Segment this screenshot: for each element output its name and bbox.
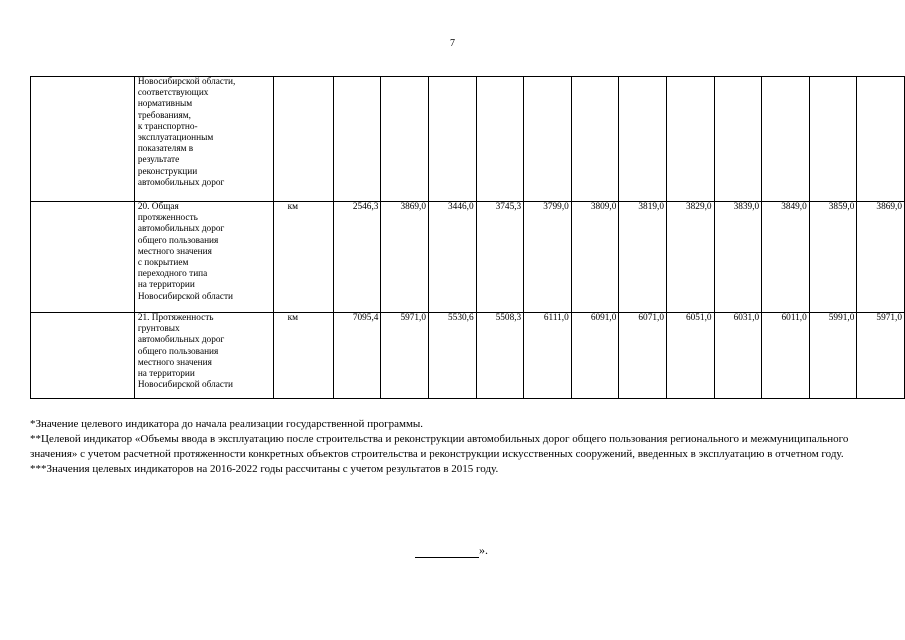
value-cell: 5971,0 [381, 313, 429, 399]
value-cell: 5530,6 [429, 313, 477, 399]
value-cell: 5991,0 [809, 313, 857, 399]
value-cell [714, 77, 762, 202]
value-cell: 3446,0 [429, 202, 477, 313]
table-row [31, 77, 905, 202]
value-cell: 3869,0 [381, 202, 429, 313]
row-number-cell [31, 77, 135, 202]
value-cell: 6031,0 [714, 313, 762, 399]
page-number: 7 [450, 38, 455, 49]
value-cell: 3809,0 [571, 202, 619, 313]
value-cell: 5971,0 [857, 313, 905, 399]
value-cell [524, 77, 572, 202]
value-cell: 6071,0 [619, 313, 667, 399]
row-number-cell [31, 313, 135, 399]
indicator-name-cell [134, 202, 273, 313]
value-cell [476, 77, 524, 202]
value-cell [809, 77, 857, 202]
value-cell [333, 77, 381, 202]
value-cell: 6051,0 [666, 313, 714, 399]
indicators-table [30, 76, 905, 399]
indicator-name-cell [134, 313, 273, 399]
closing-quote: ». [479, 543, 488, 557]
value-cell: 7095,4 [333, 313, 381, 399]
value-cell: 3839,0 [714, 202, 762, 313]
table-row [31, 313, 905, 399]
value-cell [619, 77, 667, 202]
value-cell: 6011,0 [762, 313, 810, 399]
signature-line [415, 545, 479, 558]
unit-cell: км [273, 313, 333, 399]
value-cell: 2546,3 [333, 202, 381, 313]
value-cell: 3859,0 [809, 202, 857, 313]
value-cell: 5508,3 [476, 313, 524, 399]
unit-cell [273, 77, 333, 202]
value-cell [571, 77, 619, 202]
value-cell: 3869,0 [857, 202, 905, 313]
indicator-name: 21. Протяженность грунтовых автомобильных дорог общего пользования местного значения на территории Новосибирской области [137, 313, 234, 391]
indicator-name-cell [134, 77, 273, 202]
value-cell [857, 77, 905, 202]
value-cell [381, 77, 429, 202]
value-cell [666, 77, 714, 202]
closing-mark [415, 543, 488, 558]
table-row [31, 202, 905, 313]
value-cell: 3829,0 [666, 202, 714, 313]
footnotes [30, 417, 880, 477]
value-cell: 3849,0 [762, 202, 810, 313]
indicator-name: Новосибирской области, соответствующих нормативным требованиям, к транспортно- эксплуатационным показателям в результате реконструкции автомобильных дорог [137, 77, 236, 188]
footnote-3: ***Значения целевых индикаторов на 2016-2022 годы рассчитаны с учетом результатов в 2015 году. [30, 463, 499, 475]
value-cell [429, 77, 477, 202]
row-number-cell [31, 202, 135, 313]
value-cell: 3799,0 [524, 202, 572, 313]
unit-cell: км [273, 202, 333, 313]
value-cell [762, 77, 810, 202]
value-cell: 6091,0 [571, 313, 619, 399]
footnote-2: **Целевой индикатор «Объемы ввода в эксплуатацию после строительства и реконструкции автомобильных дорог общего пользования регионального и межмуниципального значения» с учетом расчетной протяженности конкретных объектов строительства и реконструкции искусственных сооружений, введенных в эксплуатацию в отчетном году. [30, 433, 849, 460]
value-cell: 3819,0 [619, 202, 667, 313]
value-cell: 6111,0 [524, 313, 572, 399]
footnote-1: *Значение целевого индикатора до начала реализации государственной программы. [30, 418, 424, 430]
value-cell: 3745,3 [476, 202, 524, 313]
indicator-name: 20. Общая протяженность автомобильных дорог общего пользования местного значения с покрытием переходного типа на территории Новосибирской области [137, 202, 234, 302]
